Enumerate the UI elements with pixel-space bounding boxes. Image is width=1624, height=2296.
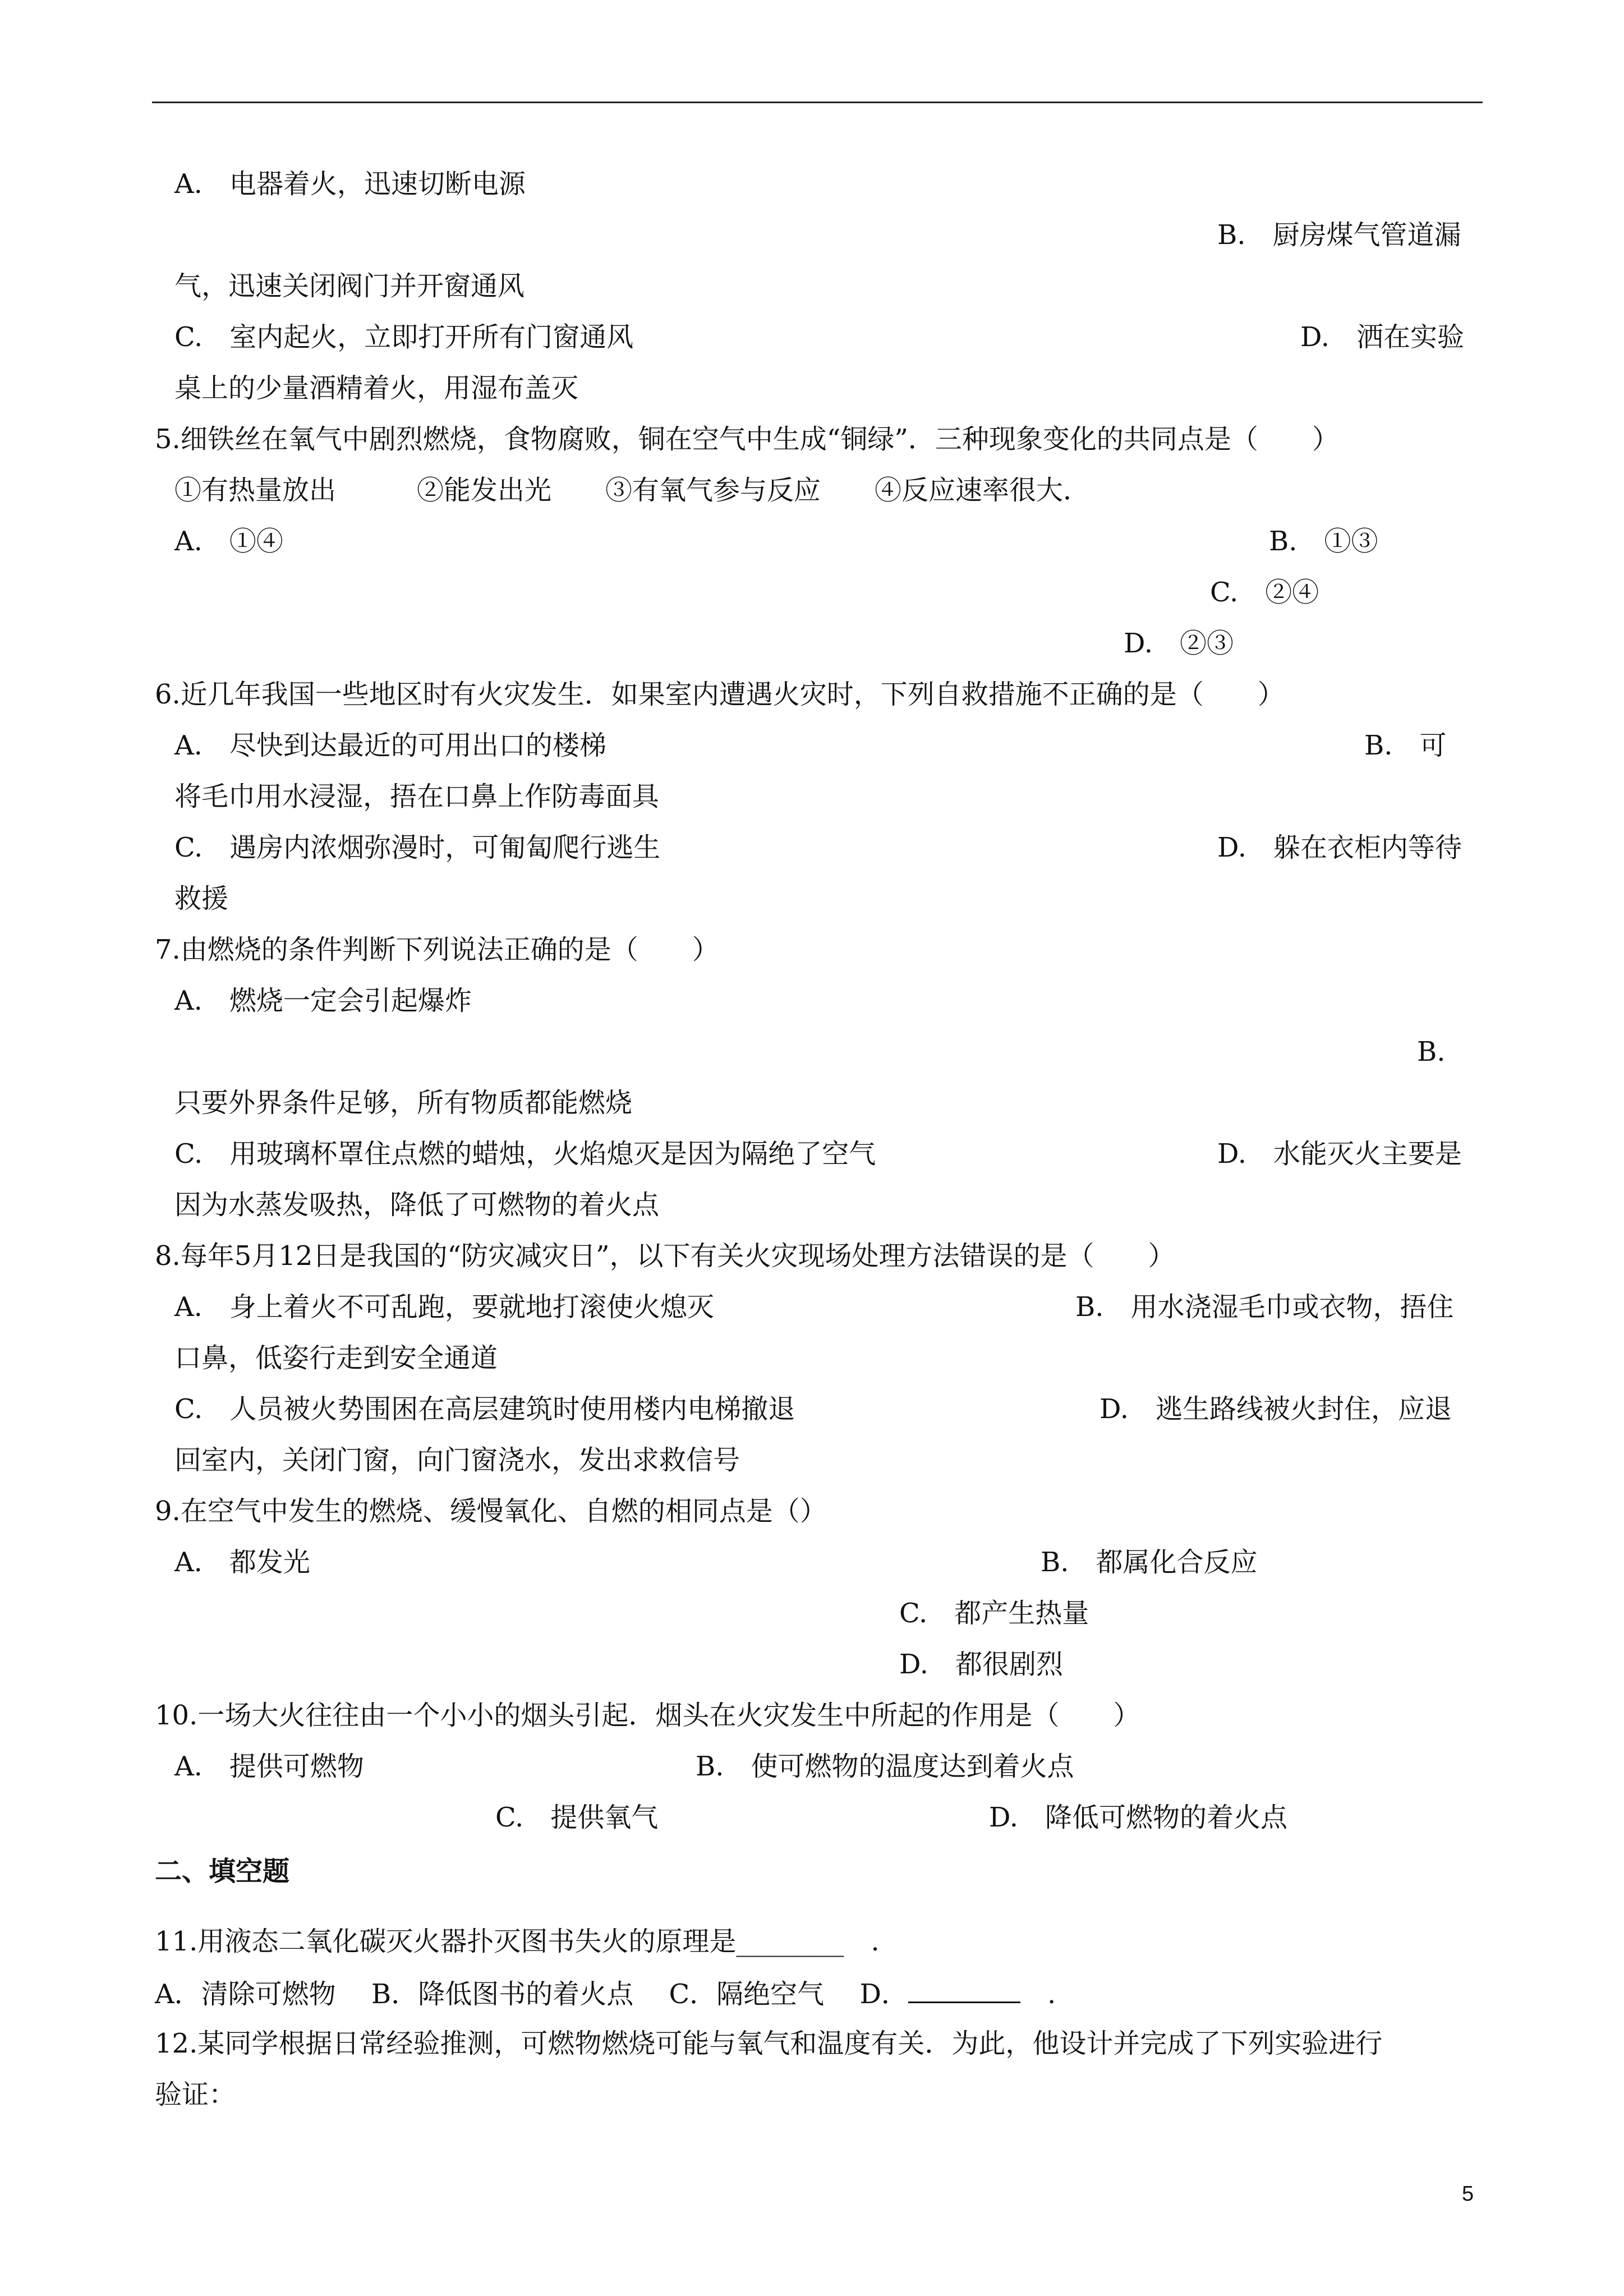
q12-line1: 12.某同学根据日常经验推测，可燃物燃烧可能与氧气和温度有关．为此，他设计并完成了下列实验进行 [155,2028,1383,2059]
q8-option-d: D. 逃生路线被火封住，应退 [1099,1393,1452,1425]
q10-option-b: B. 使可燃物的温度达到着火点 [696,1751,1074,1782]
q11-options-tail: . [1020,1978,1056,2010]
q5-option-d: D. ②③ [1124,628,1234,659]
q11-options-text: A．清除可燃物 B．降低图书的着火点 C．隔绝空气 D． [155,1978,908,2010]
q6-option-b: B. 可 [1364,730,1447,761]
q10-option-d: D. 降低可燃物的着火点 [989,1802,1288,1833]
q11-stem: 11.用液态二氧化碳灭火器扑灭图书失火的原理是________ . [155,1926,880,1957]
q9-stem: 9.在空气中发生的燃烧、缓慢氧化、自燃的相同点是（） [155,1496,827,1527]
q9-option-b: B. 都属化合反应 [1041,1547,1258,1578]
q6-option-b-cont: 将毛巾用水浸湿，捂在口鼻上作防毒面具 [174,781,660,812]
q10-option-c: C. 提供氧气 [495,1802,659,1833]
q8-option-b: B. 用水浇湿毛巾或衣物，捂住 [1075,1291,1454,1323]
q11-answer-blank[interactable] [908,1979,1020,2003]
section-title: 二、填空题 [155,1856,290,1887]
q6-option-d-cont: 救援 [174,883,229,914]
header-rule [152,102,1483,103]
q7-option-b-cont: 只要外界条件足够，所有物质都能燃烧 [174,1087,633,1119]
q7-option-a: A. 燃烧一定会引起爆炸 [174,985,472,1016]
q5-items: ①有热量放出 ②能发出光 ③有氧气参与反应 ④反应速率很大． [174,475,1091,506]
q8-option-a: A. 身上着火不可乱跑，要就地打滚使火熄灭 [174,1291,714,1323]
q7-option-b: B. [1417,1036,1446,1068]
q6-option-d: D. 躲在衣柜内等待 [1217,832,1462,863]
q9-option-d: D. 都很剧烈 [899,1649,1064,1680]
q9-option-c: C. 都产生热量 [899,1598,1089,1629]
q8-option-c: C. 人员被火势围困在高层建筑时使用楼内电梯撤退 [174,1393,795,1425]
q10-option-a: A. 提供可燃物 [174,1751,364,1782]
q7-stem: 7.由燃烧的条件判断下列说法正确的是（ ） [155,934,719,965]
q5-option-a: A. ①④ [174,526,283,557]
q8-stem: 8.每年5月12日是我国的“防灾减灾日”，以下有关火灾现场处理方法错误的是（ ） [155,1240,1175,1272]
q4-option-d-cont: 桌上的少量酒精着火，用湿布盖灭 [174,372,579,404]
q4-option-b: B. 厨房煤气管道漏 [1217,219,1461,251]
q5-option-b: B. ①③ [1269,526,1378,557]
q6-stem: 6.近几年我国一些地区时有火灾发生．如果室内遭遇火灾时，下列自救措施不正确的是（ ） [155,679,1285,710]
q11-options [155,1979,1056,2008]
q8-option-d-cont: 回室内，关闭门窗，向门窗浇水，发出求救信号 [174,1444,740,1476]
q12-line2: 验证： [155,2079,236,2110]
q8-option-b-cont: 口鼻，低姿行走到安全通道 [174,1342,498,1374]
q5-option-c: C. ②④ [1210,577,1319,608]
q5-stem: 5.细铁丝在氧气中剧烈燃烧，食物腐败，铜在空气中生成“铜绿”．三种现象变化的共同点是（ ） [155,424,1339,455]
q4-option-a: A. 电器着火，迅速切断电源 [174,168,526,200]
q7-option-c: C. 用玻璃杯罩住点燃的蜡烛，火焰熄灭是因为隔绝了空气 [174,1138,876,1170]
q4-option-d: D. 洒在实验 [1300,321,1465,353]
q7-option-d: D. 水能灭火主要是 [1217,1138,1462,1170]
q10-stem: 10.一场大火往往由一个小小的烟头引起．烟头在火灾发生中所起的作用是（ ） [155,1700,1140,1731]
q4-option-b-cont: 气，迅速关闭阀门并开窗通风 [174,270,525,302]
q9-option-a: A. 都发光 [174,1547,310,1578]
q4-option-c: C. 室内起火，立即打开所有门窗通风 [174,321,634,353]
q6-option-a: A. 尽快到达最近的可用出口的楼梯 [174,730,606,761]
page-number: 5 [1462,2182,1474,2206]
q7-option-d-cont: 因为水蒸发吸热，降低了可燃物的着火点 [174,1189,660,1221]
q6-option-c: C. 遇房内浓烟弥漫时，可匍匐爬行逃生 [174,832,661,863]
